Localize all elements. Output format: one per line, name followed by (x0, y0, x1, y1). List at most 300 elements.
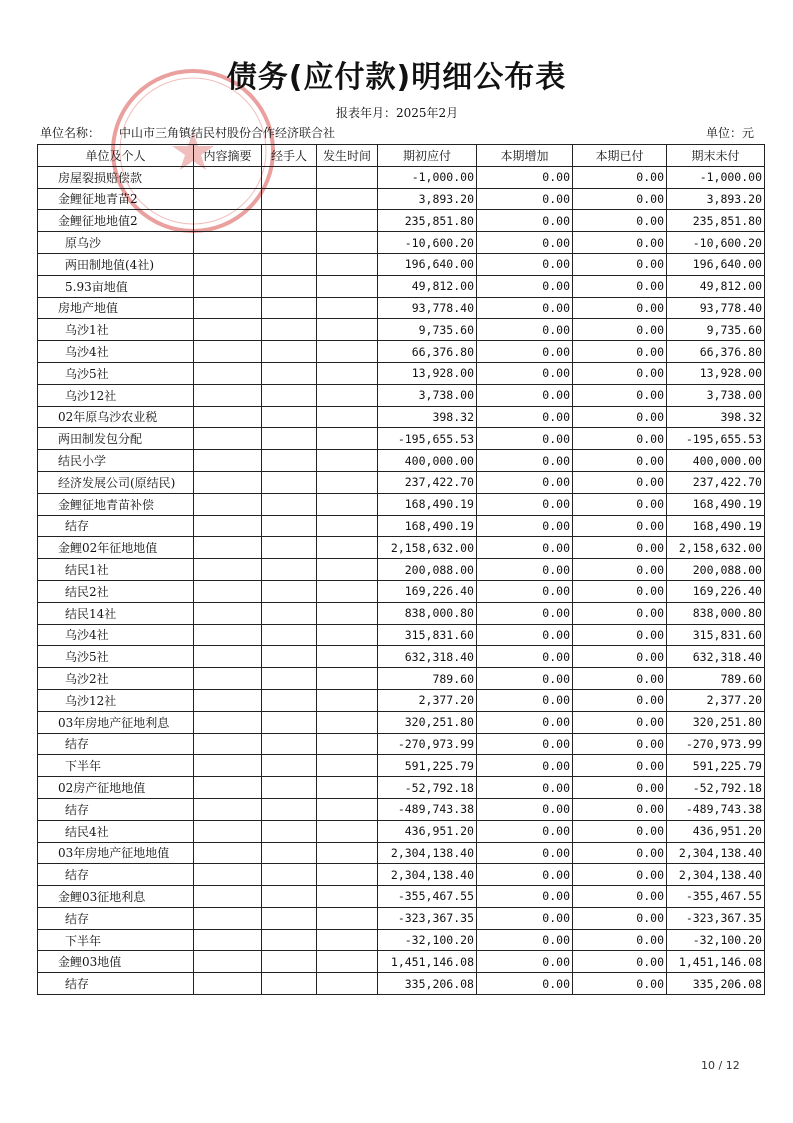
cell-handler (262, 798, 317, 820)
cell-handler (262, 515, 317, 537)
cell-increase: 0.00 (477, 297, 573, 319)
cell-increase: 0.00 (477, 580, 573, 602)
cell-date (317, 777, 378, 799)
table-header-row (38, 145, 765, 167)
cell-opening: 591,225.79 (378, 755, 477, 777)
cell-handler (262, 951, 317, 973)
cell-handler (262, 711, 317, 733)
cell-increase: 0.00 (477, 166, 573, 188)
cell-paid: 0.00 (573, 384, 667, 406)
cell-paid: 0.00 (573, 602, 667, 624)
cell-date (317, 384, 378, 406)
cell-date (317, 951, 378, 973)
cell-party: 经济发展公司(原结民) (38, 471, 194, 493)
cell-date (317, 319, 378, 341)
unit-name-value: 中山市三角镇结民村股份合作经济联合社 (119, 126, 336, 140)
cell-closing: 2,158,632.00 (667, 537, 765, 559)
cell-handler (262, 864, 317, 886)
cell-summary (194, 929, 262, 951)
cell-closing: 196,640.00 (667, 253, 765, 275)
cell-paid: 0.00 (573, 362, 667, 384)
table-row (38, 733, 765, 755)
cell-party: 两田制地值(4社) (38, 253, 194, 275)
cell-summary (194, 689, 262, 711)
cell-increase: 0.00 (477, 471, 573, 493)
cell-increase: 0.00 (477, 864, 573, 886)
cell-party: 乌沙12社 (38, 384, 194, 406)
cell-handler (262, 471, 317, 493)
table-row (38, 798, 765, 820)
cell-increase: 0.00 (477, 646, 573, 668)
cell-closing: 66,376.80 (667, 341, 765, 363)
cell-increase: 0.00 (477, 319, 573, 341)
cell-opening: 335,206.08 (378, 973, 477, 995)
cell-closing: 1,451,146.08 (667, 951, 765, 973)
cell-increase: 0.00 (477, 689, 573, 711)
table-row (38, 668, 765, 690)
cell-date (317, 864, 378, 886)
table-row (38, 777, 765, 799)
page-number: 10 / 12 (701, 1059, 740, 1072)
cell-paid: 0.00 (573, 493, 667, 515)
cell-closing: 168,490.19 (667, 515, 765, 537)
cell-party: 结民2社 (38, 580, 194, 602)
cell-party: 乌沙5社 (38, 362, 194, 384)
cell-date (317, 842, 378, 864)
cell-opening: 196,640.00 (378, 253, 477, 275)
cell-handler (262, 428, 317, 450)
cell-handler (262, 580, 317, 602)
cell-date (317, 755, 378, 777)
cell-handler (262, 820, 317, 842)
cell-handler (262, 297, 317, 319)
cell-closing: 632,318.40 (667, 646, 765, 668)
cell-closing: 3,893.20 (667, 188, 765, 210)
cell-summary (194, 973, 262, 995)
cell-increase: 0.00 (477, 537, 573, 559)
cell-paid: 0.00 (573, 668, 667, 690)
cell-closing: 2,304,138.40 (667, 842, 765, 864)
cell-closing: -489,743.38 (667, 798, 765, 820)
table-row (38, 624, 765, 646)
cell-handler (262, 777, 317, 799)
cell-handler (262, 973, 317, 995)
cell-increase: 0.00 (477, 515, 573, 537)
cell-paid: 0.00 (573, 341, 667, 363)
cell-date (317, 624, 378, 646)
cell-paid: 0.00 (573, 210, 667, 232)
cell-paid: 0.00 (573, 253, 667, 275)
cell-party: 乌沙2社 (38, 668, 194, 690)
cell-opening: 400,000.00 (378, 450, 477, 472)
cell-date (317, 493, 378, 515)
cell-date (317, 580, 378, 602)
table-body (38, 166, 765, 994)
cell-handler (262, 668, 317, 690)
col-header-summary: 内容摘要 (194, 145, 262, 167)
cell-closing: 9,735.60 (667, 319, 765, 341)
table-row (38, 580, 765, 602)
cell-opening: -323,367.35 (378, 907, 477, 929)
cell-increase: 0.00 (477, 210, 573, 232)
cell-paid: 0.00 (573, 406, 667, 428)
cell-date (317, 733, 378, 755)
cell-increase: 0.00 (477, 973, 573, 995)
cell-party: 金鲤征地地值2 (38, 210, 194, 232)
table-row (38, 842, 765, 864)
cell-date (317, 166, 378, 188)
cell-date (317, 297, 378, 319)
cell-party: 房地产地值 (38, 297, 194, 319)
cell-date (317, 515, 378, 537)
cell-paid: 0.00 (573, 166, 667, 188)
cell-date (317, 428, 378, 450)
table-row (38, 493, 765, 515)
cell-summary (194, 493, 262, 515)
cell-closing: 2,304,138.40 (667, 864, 765, 886)
cell-paid: 0.00 (573, 820, 667, 842)
cell-opening: 3,893.20 (378, 188, 477, 210)
cell-date (317, 646, 378, 668)
cell-handler (262, 406, 317, 428)
cell-summary (194, 820, 262, 842)
col-header-party: 单位及个人 (38, 145, 194, 167)
cell-paid: 0.00 (573, 450, 667, 472)
cell-opening: 789.60 (378, 668, 477, 690)
cell-date (317, 210, 378, 232)
cell-closing: 237,422.70 (667, 471, 765, 493)
cell-increase: 0.00 (477, 886, 573, 908)
cell-summary (194, 428, 262, 450)
page-title: 债务(应付款)明细公布表 (226, 60, 567, 95)
cell-opening: 2,158,632.00 (378, 537, 477, 559)
cell-closing: -52,792.18 (667, 777, 765, 799)
cell-increase: 0.00 (477, 362, 573, 384)
cell-increase: 0.00 (477, 450, 573, 472)
cell-party: 金鲤征地青苗2 (38, 188, 194, 210)
cell-opening: 9,735.60 (378, 319, 477, 341)
cell-summary (194, 733, 262, 755)
cell-increase: 0.00 (477, 428, 573, 450)
cell-summary (194, 602, 262, 624)
cell-summary (194, 646, 262, 668)
cell-paid: 0.00 (573, 471, 667, 493)
cell-party: 03年房地产征地地值 (38, 842, 194, 864)
cell-increase: 0.00 (477, 602, 573, 624)
cell-summary (194, 886, 262, 908)
cell-increase: 0.00 (477, 733, 573, 755)
cell-date (317, 689, 378, 711)
cell-handler (262, 493, 317, 515)
cell-opening: 169,226.40 (378, 580, 477, 602)
cell-handler (262, 362, 317, 384)
table-row (38, 253, 765, 275)
cell-party: 金鲤03地值 (38, 951, 194, 973)
cell-party: 下半年 (38, 755, 194, 777)
cell-date (317, 537, 378, 559)
cell-increase: 0.00 (477, 820, 573, 842)
table-row (38, 232, 765, 254)
cell-closing: 335,206.08 (667, 973, 765, 995)
cell-date (317, 362, 378, 384)
cell-opening: -195,655.53 (378, 428, 477, 450)
table-row (38, 428, 765, 450)
cell-opening: 398.32 (378, 406, 477, 428)
cell-increase: 0.00 (477, 384, 573, 406)
cell-closing: 49,812.00 (667, 275, 765, 297)
cell-opening: 93,778.40 (378, 297, 477, 319)
cell-party: 结存 (38, 907, 194, 929)
cell-paid: 0.00 (573, 188, 667, 210)
cell-summary (194, 188, 262, 210)
cell-summary (194, 232, 262, 254)
cell-summary (194, 210, 262, 232)
cell-summary (194, 166, 262, 188)
cell-paid: 0.00 (573, 973, 667, 995)
cell-handler (262, 384, 317, 406)
cell-party: 原乌沙 (38, 232, 194, 254)
col-header-increase: 本期增加 (477, 145, 573, 167)
cell-summary (194, 471, 262, 493)
cell-date (317, 232, 378, 254)
cell-opening: 168,490.19 (378, 493, 477, 515)
cell-paid: 0.00 (573, 907, 667, 929)
cell-opening: 66,376.80 (378, 341, 477, 363)
cell-closing: -355,467.55 (667, 886, 765, 908)
cell-handler (262, 929, 317, 951)
cell-handler (262, 624, 317, 646)
cell-party: 02房产征地地值 (38, 777, 194, 799)
table-row (38, 755, 765, 777)
cell-increase: 0.00 (477, 493, 573, 515)
cell-increase: 0.00 (477, 777, 573, 799)
table-row (38, 362, 765, 384)
cell-paid: 0.00 (573, 275, 667, 297)
cell-increase: 0.00 (477, 341, 573, 363)
cell-party: 结存 (38, 864, 194, 886)
cell-handler (262, 275, 317, 297)
cell-handler (262, 907, 317, 929)
col-header-closing: 期末未付 (667, 145, 765, 167)
cell-paid: 0.00 (573, 689, 667, 711)
cell-paid: 0.00 (573, 319, 667, 341)
cell-opening: -1,000.00 (378, 166, 477, 188)
cell-paid: 0.00 (573, 798, 667, 820)
cell-handler (262, 341, 317, 363)
cell-paid: 0.00 (573, 559, 667, 581)
cell-handler (262, 689, 317, 711)
cell-party: 结存 (38, 515, 194, 537)
cell-opening: 632,318.40 (378, 646, 477, 668)
table-row (38, 188, 765, 210)
cell-paid: 0.00 (573, 624, 667, 646)
cell-paid: 0.00 (573, 777, 667, 799)
cell-closing: 400,000.00 (667, 450, 765, 472)
cell-party: 金鲤征地青苗补偿 (38, 493, 194, 515)
cell-opening: -52,792.18 (378, 777, 477, 799)
cell-handler (262, 755, 317, 777)
table-row (38, 929, 765, 951)
cell-paid: 0.00 (573, 297, 667, 319)
cell-handler (262, 537, 317, 559)
cell-closing: 93,778.40 (667, 297, 765, 319)
cell-summary (194, 384, 262, 406)
cell-increase: 0.00 (477, 253, 573, 275)
cell-closing: 235,851.80 (667, 210, 765, 232)
cell-closing: -323,367.35 (667, 907, 765, 929)
cell-increase: 0.00 (477, 188, 573, 210)
col-header-date: 发生时间 (317, 145, 378, 167)
cell-closing: 320,251.80 (667, 711, 765, 733)
table-row (38, 515, 765, 537)
cell-opening: 49,812.00 (378, 275, 477, 297)
table-row (38, 471, 765, 493)
cell-opening: 13,928.00 (378, 362, 477, 384)
cell-summary (194, 777, 262, 799)
cell-opening: -270,973.99 (378, 733, 477, 755)
cell-opening: 2,304,138.40 (378, 864, 477, 886)
cell-paid: 0.00 (573, 929, 667, 951)
cell-party: 结存 (38, 733, 194, 755)
cell-increase: 0.00 (477, 668, 573, 690)
cell-increase: 0.00 (477, 907, 573, 929)
cell-summary (194, 951, 262, 973)
cell-increase: 0.00 (477, 755, 573, 777)
cell-closing: 13,928.00 (667, 362, 765, 384)
cell-handler (262, 886, 317, 908)
cell-increase: 0.00 (477, 798, 573, 820)
cell-summary (194, 537, 262, 559)
cell-closing: 838,000.80 (667, 602, 765, 624)
cell-date (317, 450, 378, 472)
cell-party: 5.93亩地值 (38, 275, 194, 297)
cell-increase: 0.00 (477, 275, 573, 297)
cell-closing: 315,831.60 (667, 624, 765, 646)
cell-date (317, 973, 378, 995)
cell-closing: 436,951.20 (667, 820, 765, 842)
cell-opening: -32,100.20 (378, 929, 477, 951)
cell-paid: 0.00 (573, 842, 667, 864)
table-row (38, 907, 765, 929)
table-row (38, 275, 765, 297)
table-row (38, 602, 765, 624)
table-row (38, 297, 765, 319)
cell-opening: 320,251.80 (378, 711, 477, 733)
unit-name-label: 单位名称： (40, 126, 101, 140)
table-row (38, 886, 765, 908)
cell-opening: 200,088.00 (378, 559, 477, 581)
cell-party: 下半年 (38, 929, 194, 951)
cell-date (317, 798, 378, 820)
cell-closing: -32,100.20 (667, 929, 765, 951)
cell-opening: 1,451,146.08 (378, 951, 477, 973)
cell-date (317, 602, 378, 624)
cell-opening: -10,600.20 (378, 232, 477, 254)
cell-handler (262, 450, 317, 472)
cell-date (317, 559, 378, 581)
cell-paid: 0.00 (573, 232, 667, 254)
cell-handler (262, 166, 317, 188)
cell-closing: 169,226.40 (667, 580, 765, 602)
cell-party: 03年房地产征地利息 (38, 711, 194, 733)
cell-summary (194, 559, 262, 581)
cell-party: 结民1社 (38, 559, 194, 581)
table-row (38, 711, 765, 733)
table-row (38, 450, 765, 472)
cell-closing: 200,088.00 (667, 559, 765, 581)
cell-handler (262, 842, 317, 864)
table-row (38, 820, 765, 842)
cell-summary (194, 798, 262, 820)
cell-increase: 0.00 (477, 232, 573, 254)
cell-party: 两田制发包分配 (38, 428, 194, 450)
cell-summary (194, 275, 262, 297)
cell-summary (194, 668, 262, 690)
cell-summary (194, 362, 262, 384)
cell-party: 金鲤02年征地地值 (38, 537, 194, 559)
col-header-opening: 期初应付 (378, 145, 477, 167)
cell-paid: 0.00 (573, 646, 667, 668)
cell-increase: 0.00 (477, 624, 573, 646)
table-row (38, 973, 765, 995)
cell-opening: -489,743.38 (378, 798, 477, 820)
cell-date (317, 188, 378, 210)
cell-opening: 3,738.00 (378, 384, 477, 406)
cell-opening: 315,831.60 (378, 624, 477, 646)
cell-party: 结存 (38, 798, 194, 820)
cell-opening: 235,851.80 (378, 210, 477, 232)
cell-paid: 0.00 (573, 951, 667, 973)
cell-party: 房屋裂损赔偿款 (38, 166, 194, 188)
cell-paid: 0.00 (573, 515, 667, 537)
table-row (38, 319, 765, 341)
table-row (38, 689, 765, 711)
cell-date (317, 668, 378, 690)
cell-summary (194, 907, 262, 929)
cell-summary (194, 341, 262, 363)
cell-date (317, 341, 378, 363)
cell-date (317, 886, 378, 908)
cell-handler (262, 253, 317, 275)
cell-party: 乌沙12社 (38, 689, 194, 711)
cell-date (317, 929, 378, 951)
col-header-paid: 本期已付 (573, 145, 667, 167)
cell-paid: 0.00 (573, 755, 667, 777)
cell-summary (194, 450, 262, 472)
cell-party: 结存 (38, 973, 194, 995)
cell-summary (194, 580, 262, 602)
cell-increase: 0.00 (477, 711, 573, 733)
cell-party: 结民4社 (38, 820, 194, 842)
cell-opening: 436,951.20 (378, 820, 477, 842)
cell-opening: 168,490.19 (378, 515, 477, 537)
cell-summary (194, 711, 262, 733)
table-row (38, 864, 765, 886)
table-row (38, 406, 765, 428)
cell-closing: 3,738.00 (667, 384, 765, 406)
cell-summary (194, 515, 262, 537)
table-row (38, 537, 765, 559)
cell-increase: 0.00 (477, 842, 573, 864)
cell-paid: 0.00 (573, 864, 667, 886)
cell-opening: 2,377.20 (378, 689, 477, 711)
cell-closing: 398.32 (667, 406, 765, 428)
cell-summary (194, 297, 262, 319)
cell-party: 结民14社 (38, 602, 194, 624)
cell-paid: 0.00 (573, 733, 667, 755)
cell-date (317, 711, 378, 733)
cell-paid: 0.00 (573, 711, 667, 733)
